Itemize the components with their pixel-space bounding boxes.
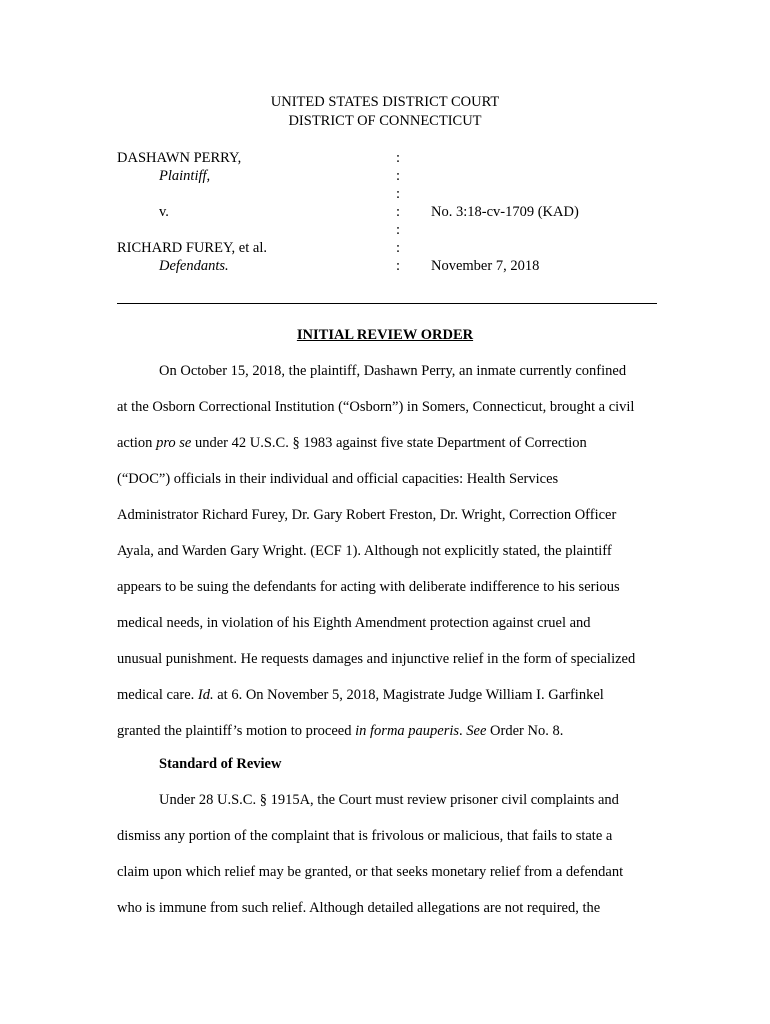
versus: v. <box>159 204 169 220</box>
text-line: (“DOC”) officials in their individual and official capacities: Health Services <box>117 471 559 487</box>
text-run-italic: in forma pauperis <box>355 723 460 739</box>
caption-separator: : <box>396 222 401 238</box>
plaintiff-role: Plaintiff, <box>159 168 211 184</box>
text-run: at 6. On November 5, 2018, Magistrate Judge William I. Garfinkel <box>213 687 604 703</box>
court-district: DISTRICT OF CONNECTICUT <box>288 113 482 129</box>
text-run: granted the plaintiff’s motion to proceed <box>117 723 356 739</box>
order-title: INITIAL REVIEW ORDER <box>296 327 474 343</box>
text-line: claim upon which relief may be granted, or that seeks monetary relief from a defendant <box>117 864 624 880</box>
text-line <box>117 723 563 740</box>
caption-separator: : <box>396 258 401 274</box>
text-line: Ayala, and Warden Gary Wright. (ECF 1). Although not explicitly stated, the plaintiff <box>117 543 612 559</box>
court-name: UNITED STATES DISTRICT COURT <box>270 94 500 110</box>
order-date: November 7, 2018 <box>431 258 540 274</box>
caption-separator: : <box>396 186 401 202</box>
case-number: No. 3:18-cv-1709 (KAD) <box>431 204 579 220</box>
text-run: medical care. <box>117 687 198 703</box>
text-run: . <box>459 723 467 739</box>
caption-separator: : <box>396 240 401 256</box>
defendant-role: Defendants. <box>159 258 229 274</box>
text-line: appears to be suing the defendants for acting with deliberate indifference to his serious <box>117 579 620 595</box>
text-line: at the Osborn Correctional Institution (“Osborn”) in Somers, Connecticut, brought a civil <box>117 399 635 415</box>
section-heading: Standard of Review <box>159 756 282 772</box>
text-line <box>117 435 587 452</box>
text-line: Administrator Richard Furey, Dr. Gary Robert Freston, Dr. Wright, Correction Officer <box>117 507 617 523</box>
text-run: Order No. 8. <box>486 723 564 739</box>
text-line: unusual punishment. He requests damages and injunctive relief in the form of specialized <box>117 651 636 667</box>
defendant-name: RICHARD FUREY, et al. <box>117 240 267 256</box>
text-run-italic: Id. <box>197 687 214 703</box>
plaintiff-name: DASHAWN PERRY, <box>117 150 242 166</box>
text-run-italic: pro se <box>156 435 192 451</box>
text-line: who is immune from such relief. Although detailed allegations are not required, the <box>117 900 601 916</box>
caption-divider <box>117 303 657 304</box>
text-line: medical needs, in violation of his Eighth Amendment protection against cruel and <box>117 615 591 631</box>
text-line <box>117 687 604 704</box>
text-run: under 42 U.S.C. § 1983 against five state Department of Correction <box>191 435 587 451</box>
text-run-italic: See <box>466 723 487 739</box>
text-run: action <box>117 435 157 451</box>
caption-separator: : <box>396 168 401 184</box>
text-line: On October 15, 2018, the plaintiff, Dashawn Perry, an inmate currently confined <box>159 363 627 379</box>
text-line: Under 28 U.S.C. § 1915A, the Court must review prisoner civil complaints and <box>159 792 619 808</box>
caption-separator: : <box>396 150 401 166</box>
text-line: dismiss any portion of the complaint that is frivolous or malicious, that fails to state a <box>117 828 613 844</box>
caption-separator: : <box>396 204 401 220</box>
